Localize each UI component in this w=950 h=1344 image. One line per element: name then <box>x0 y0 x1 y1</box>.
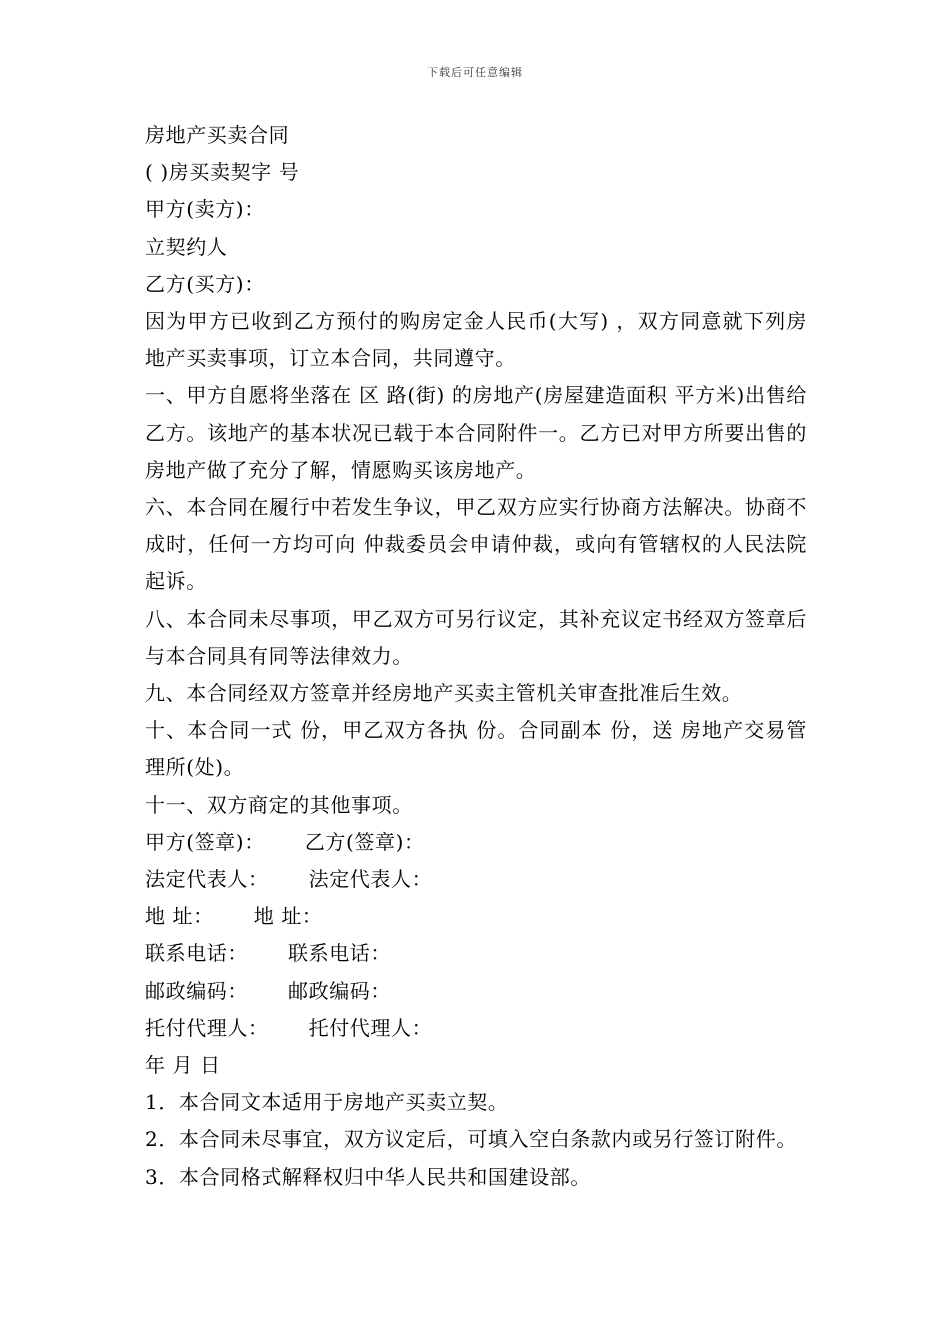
signature-party-a: 联系电话： <box>145 941 248 966</box>
page-header: 下载后可任意编辑 <box>427 66 523 79</box>
clause-6: 六、本合同在履行中若发生争议，甲乙双方应实行协商方法解决。协商不成时，任何一方均可向 仲裁委员会申请仲裁，或向有管辖权的人民法院起诉。 <box>145 495 807 594</box>
signature-line-postcode <box>145 973 807 1010</box>
signature-party-a: 甲方(签章)： <box>145 829 265 854</box>
clause-8: 八、本合同未尽事项，甲乙双方可另行议定，其补充议定书经双方签章后与本合同具有同等法律效力。 <box>145 606 807 668</box>
clause-11: 十一、双方商定的其他事项。 <box>145 792 413 817</box>
signature-line-phone <box>145 935 807 972</box>
clause-10: 十、本合同一式 份，甲乙双方各执 份。合同副本 份，送 房地产交易管理所(处)。 <box>145 718 807 780</box>
party-b-label: 乙方(买方)： <box>145 271 265 296</box>
date-line: 年 月 日 <box>145 1053 221 1078</box>
contract-number: ( )房买卖契字 号 <box>145 160 300 185</box>
contract-maker-label: 立契约人 <box>145 234 228 259</box>
party-a-label: 甲方(卖方)： <box>145 197 265 222</box>
document-title: 房地产买卖合同 <box>145 123 290 147</box>
document-body <box>145 117 807 1196</box>
signature-party-a: 托付代理人： <box>145 1015 269 1040</box>
signature-party-a: 邮政编码： <box>145 978 248 1003</box>
note-1: 1．本合同文本适用于房地产买卖立契。 <box>145 1090 509 1115</box>
signature-party-a: 法定代表人： <box>145 867 269 892</box>
signature-party-a: 地 址： <box>145 904 214 929</box>
signature-party-b: 托付代理人： <box>308 1015 433 1040</box>
signature-line-representative <box>145 861 807 898</box>
signature-party-b: 地 址： <box>253 904 323 929</box>
note-2: 2．本合同未尽事宜，双方议定后，可填入空白条款内或另行签订附件。 <box>145 1127 797 1152</box>
signature-party-b: 乙方(签章)： <box>304 829 425 854</box>
signature-line-agent <box>145 1010 807 1047</box>
clause-9: 九、本合同经双方签章并经房地产买卖主管机关审查批准后生效。 <box>145 681 743 706</box>
clause-1: 一、甲方自愿将坐落在 区 路(街) 的房地产(房屋建造面积 平方米)出售给乙方。该地产的基本状况已载于本合同附件一。乙方已对甲方所要出售的房地产做了充分了解，情愿购买该房地产。 <box>145 383 807 482</box>
signature-line-seal <box>145 824 807 861</box>
intro-paragraph: 因为甲方已收到乙方预付的购房定金人民币(大写) ，双方同意就下列房地产买卖事项，订立本合同，共同遵守。 <box>145 309 807 371</box>
signature-party-b: 联系电话： <box>288 941 391 966</box>
signature-party-b: 邮政编码： <box>288 978 391 1003</box>
note-3: 3．本合同格式解释权归中华人民共和国建设部。 <box>145 1164 591 1189</box>
signature-line-address <box>145 898 807 935</box>
signature-party-b: 法定代表人： <box>308 867 433 892</box>
